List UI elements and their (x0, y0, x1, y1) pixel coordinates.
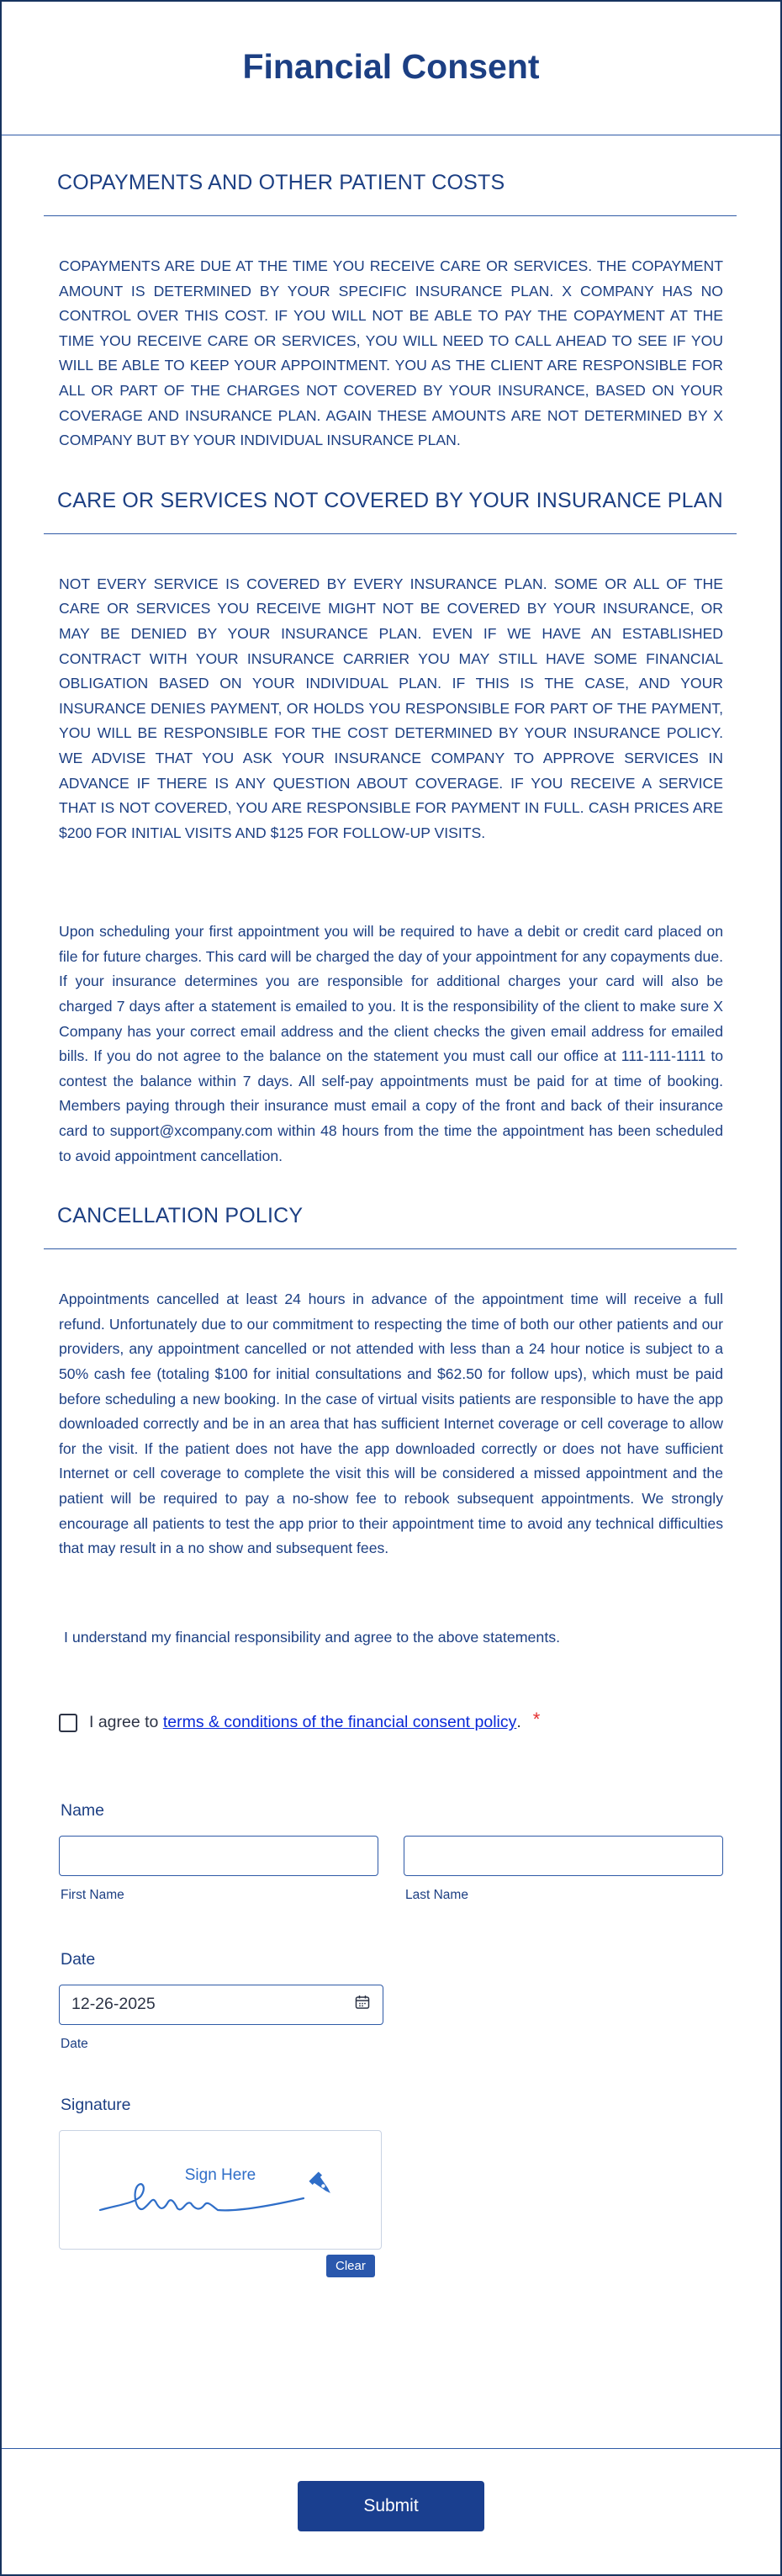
last-name-input[interactable] (404, 1836, 723, 1876)
agree-terms-row (45, 1708, 737, 1734)
required-asterisk: * (532, 1708, 541, 1730)
date-group (45, 1985, 737, 2052)
section-heading: CANCELLATION POLICY (57, 1204, 304, 1228)
agree-suffix: . (516, 1713, 521, 1732)
signature-group (45, 2130, 737, 2277)
date-input[interactable] (59, 1985, 383, 2025)
terms-link[interactable]: terms & conditions of the financial consent policy (162, 1713, 517, 1732)
calendar-icon[interactable] (354, 1994, 371, 2015)
not-covered-text: NOT EVERY SERVICE IS COVERED BY EVERY INSURANCE PLAN. SOME OR ALL OF THE CARE OR SERVICES YOU RECEIVE MIGHT NOT BE COVERED BY YOUR INSURANCE, OR MAY BE DENIED BY YOUR INSURANCE PLAN. EVEN IF WE HAVE AN ESTABLISHED CONTRACT WITH YOUR INSURANCE CARRIER YOU MAY STILL HAVE SOME FINANCIAL OBLIGATION BASED ON YOUR INDIVIDUAL PLAN. IF THIS IS THE CASE, AND YOUR INSURANCE DENIES PAYMENT, OR HOLDS YOU RESPONSIBLE FOR PART OF THE PAYMENT, YOU WILL BE RESPONSIBLE FOR THE COST DETERMINED BY YOUR INSURANCE POLICY. WE ADVISE THAT YOU ASK YOUR INSURANCE COMPANY TO APPROVE SERVICES IN ADVANCE IF THERE IS ANY QUESTION ABOUT COVERAGE. IF YOU RECEIVE A SERVICE THAT IS NOT COVERED, YOU ARE RESPONSIBLE FOR PAYMENT IN FULL. CASH PRICES ARE $200 FOR INITIAL VISITS AND $125 FOR FOLLOW-UP VISITS. (59, 575, 723, 841)
name-fields (45, 1836, 737, 1903)
form-title: Financial Consent (242, 46, 540, 86)
section-heading-wrap (44, 135, 737, 216)
last-name-group (404, 1836, 723, 1903)
date-sublabel: Date (61, 2036, 88, 2051)
first-name-group (59, 1836, 378, 1903)
section-heading-wrap (44, 1169, 737, 1249)
understand-statement: I understand my financial responsibility and agree to the above statements. (64, 1628, 561, 1646)
clear-signature-button[interactable]: Clear (326, 2255, 375, 2277)
date-value: 12-26-2025 (71, 1995, 156, 2014)
date-label: Date (61, 1949, 96, 1969)
submit-button[interactable]: Submit (298, 2481, 484, 2531)
name-label: Name (61, 1800, 105, 1820)
first-name-input[interactable] (59, 1836, 378, 1876)
section-heading: CARE OR SERVICES NOT COVERED BY YOUR INSURANCE PLAN (57, 488, 723, 512)
copayments-text: COPAYMENTS ARE DUE AT THE TIME YOU RECEIVE CARE OR SERVICES. THE COPAYMENT AMOUNT IS DETERMINED BY YOUR SPECIFIC INSURANCE PLAN. X COMPANY HAS NO CONTROL OVER THIS COST. IF YOU WILL NOT BE ABLE TO PAY THE COPAYMENT AT THE TIME YOU RECEIVE CARE OR SERVICES, YOU WILL NEED TO CALL AHEAD TO SEE IF YOU WILL BE ABLE TO KEEP YOUR APPOINTMENT. YOU AS THE CLIENT ARE RESPONSIBLE FOR ALL OR PART OF THE CHARGES NOT COVERED BY YOUR INSURANCE, BASED ON YOUR COVERAGE AND INSURANCE PLAN. AGAIN THESE AMOUNTS ARE NOT DETERMINED BY X COMPANY BUT BY YOUR INDIVIDUAL INSURANCE PLAN. (59, 257, 723, 449)
pen-icon (304, 2166, 341, 2208)
section-heading-wrap (44, 453, 737, 534)
agree-prefix: I agree to (89, 1713, 163, 1732)
signature-label: Signature (61, 2095, 131, 2114)
form-header (2, 2, 780, 135)
section-heading: COPAYMENTS AND OTHER PATIENT COSTS (57, 171, 505, 194)
section-not-covered (2, 453, 780, 1169)
section-cancellation (2, 1169, 780, 1561)
signature-pad[interactable] (59, 2130, 382, 2250)
agree-checkbox[interactable] (59, 1714, 77, 1732)
acknowledgement-block (2, 1629, 780, 2277)
last-name-sublabel: Last Name (405, 1887, 468, 1902)
cancellation-text: Appointments cancelled at least 24 hours in advance of the appointment time will receive a full refund. Unfortunately due to our commitment to respecting the time of both our other patients and our providers, any appointment cancelled or not attended with less than a 24 hour notice is subject to a 50% cash fee (totaling $100 for initial consultations and $62.50 for follow ups), which must be paid before scheduling a new booking. In the case of virtual visits patients are responsible to have the app downloaded correctly and be in an area that has sufficient Internet coverage or cell coverage to allow for the visit. If the patient does not have the app downloaded correctly or does not have sufficient Internet or cell coverage to complete the visit this will be considered a missed appointment and the patient will be required to pay a no-show fee to rebook subsequent appointments. We strongly encourage all patients to test the app prior to their appointment time to avoid any technical difficulties that may result in a no show and subsequent fees. (59, 1291, 723, 1557)
form-footer (2, 2448, 780, 2574)
section-copayments (2, 135, 780, 453)
signature-hint: Sign Here (184, 2165, 256, 2184)
card-on-file-text: Upon scheduling your first appointment you will be required to have a debit or credit card placed on file for future charges. This card will be charged the day of your appointment for any copayments due. If your insurance determines you are responsible for additional charges your card will also be charged 7 days after a statement is emailed to you. It is the responsibility of the client to make sure X Company has your correct email address and the client checks the given email address for emailed bills. If you do not agree to the balance on the statement you must call our office at 111-111-1111 to contest the balance within 7 days. All self-pay appointments must be paid for at time of booking. Members paying through their insurance must email a copy of the front and back of their insurance card to support@xcompany.com within 48 hours from the time the appointment has been scheduled to avoid appointment cancellation. (59, 923, 723, 1164)
first-name-sublabel: First Name (61, 1887, 124, 1902)
